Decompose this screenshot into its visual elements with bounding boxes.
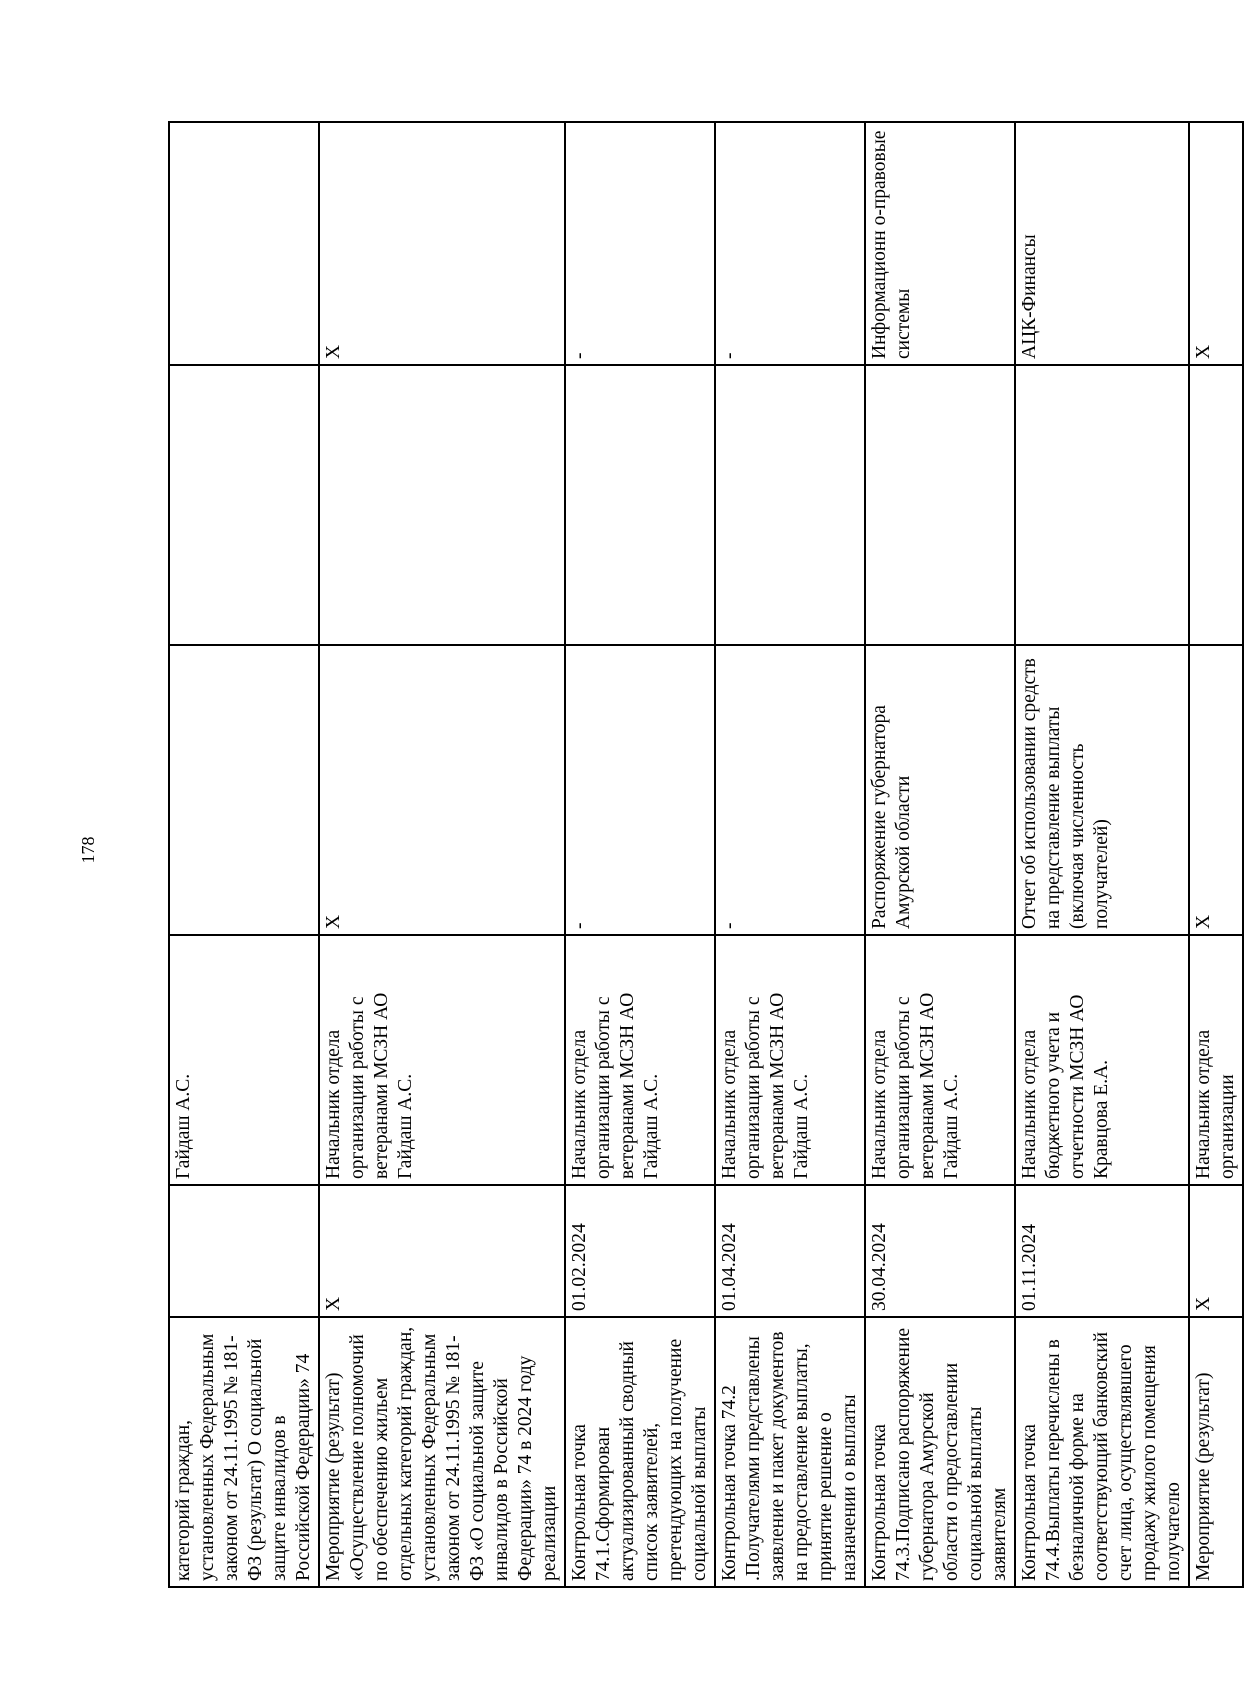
cell-system: Информационн о-правовые системы xyxy=(865,122,1015,365)
cell-date: 01.02.2024 xyxy=(565,1185,715,1317)
cell-system: Х xyxy=(1189,122,1243,365)
cell-date xyxy=(169,1185,319,1317)
cell-responsible: Начальник отдела организации работы с ветеранами МСЗН АО Гайдаш А.С. xyxy=(319,935,565,1185)
cell-event: Контрольная точка 74.4.Выплаты перечислены в безналичной форме на соответствующий банковский счет лица, осуществлявшего продажу жилого помещения получателю xyxy=(1015,1317,1189,1587)
cell-event: Контрольная точка 74.1.Сформирован актуализированный сводный список заявителей, претендующих на получение социальной выплаты xyxy=(565,1317,715,1587)
cell-event: Контрольная точка 74.3.Подписано распоряжение губернатора Амурской области о предоставлении социальной выплаты заявителям xyxy=(865,1317,1015,1587)
table-row xyxy=(565,122,715,1587)
cell-document xyxy=(169,645,319,935)
cell-event: категорий граждан, установленных Федеральным законом от 24.11.1995 № 181-ФЗ (результат) О социальной защите инвалидов в Российской Федерации» 74 xyxy=(169,1317,319,1587)
cell-empty xyxy=(715,365,865,645)
cell-date: Х xyxy=(319,1185,565,1317)
cell-document: Х xyxy=(1189,645,1243,935)
table-row xyxy=(1015,122,1189,1587)
cell-responsible: Начальник отдела организации работы с ветеранами МСЗН АО Гайдаш А.С. xyxy=(865,935,1015,1185)
cell-empty xyxy=(565,365,715,645)
cell-system: - xyxy=(715,122,865,365)
cell-date: Х xyxy=(1189,1185,1243,1317)
cell-system: АЦК-Финансы xyxy=(1015,122,1189,365)
cell-empty xyxy=(865,365,1015,645)
cell-document: Распоряжение губернатора Амурской области xyxy=(865,645,1015,935)
cell-empty xyxy=(169,365,319,645)
cell-date: 01.04.2024 xyxy=(715,1185,865,1317)
cell-date: 30.04.2024 xyxy=(865,1185,1015,1317)
table-row xyxy=(715,122,865,1587)
table-row xyxy=(319,122,565,1587)
page-number: 178 xyxy=(78,836,98,864)
cell-responsible: Начальник отдела организации xyxy=(1189,935,1243,1185)
table-row xyxy=(1189,122,1243,1587)
cell-event: Мероприятие (результат) xyxy=(1189,1317,1243,1587)
cell-document: Х xyxy=(319,645,565,935)
cell-document: - xyxy=(565,645,715,935)
table-row xyxy=(169,122,319,1587)
cell-responsible: Начальник отдела бюджетного учета и отчетности МСЗН АО Кравцова Е.А. xyxy=(1015,935,1189,1185)
table-row xyxy=(865,122,1015,1587)
cell-document: Отчет об использовании средств на представление выплаты (включая численность получателей) xyxy=(1015,645,1189,935)
cell-date: 01.11.2024 xyxy=(1015,1185,1189,1317)
cell-system: - xyxy=(565,122,715,365)
cell-responsible: Гайдаш А.С. xyxy=(169,935,319,1185)
cell-responsible: Начальник отдела организации работы с ветеранами МСЗН АО Гайдаш А.С. xyxy=(565,935,715,1185)
cell-document: - xyxy=(715,645,865,935)
cell-system xyxy=(169,122,319,365)
cell-empty xyxy=(1189,365,1243,645)
plan-table xyxy=(168,121,1244,1588)
cell-empty xyxy=(1015,365,1189,645)
cell-system: Х xyxy=(319,122,565,365)
cell-empty xyxy=(319,365,565,645)
cell-responsible: Начальник отдела организации работы с ветеранами МСЗН АО Гайдаш А.С. xyxy=(715,935,865,1185)
rotated-table-wrapper xyxy=(168,123,1238,1588)
cell-event: Контрольная точка 74.2 .Получателями представлены заявление и пакет документов на предоставление выплаты, принятие решение о назначении о выплаты xyxy=(715,1317,865,1587)
cell-event: Мероприятие (результат) «Осуществление полномочий по обеспечению жильем отдельных категорий граждан, установленных Федеральным законом от 24.11.1995 № 181-ФЗ «О социальной защите инвалидов в Российской Федерации» 74 в 2024 году реализации xyxy=(319,1317,565,1587)
